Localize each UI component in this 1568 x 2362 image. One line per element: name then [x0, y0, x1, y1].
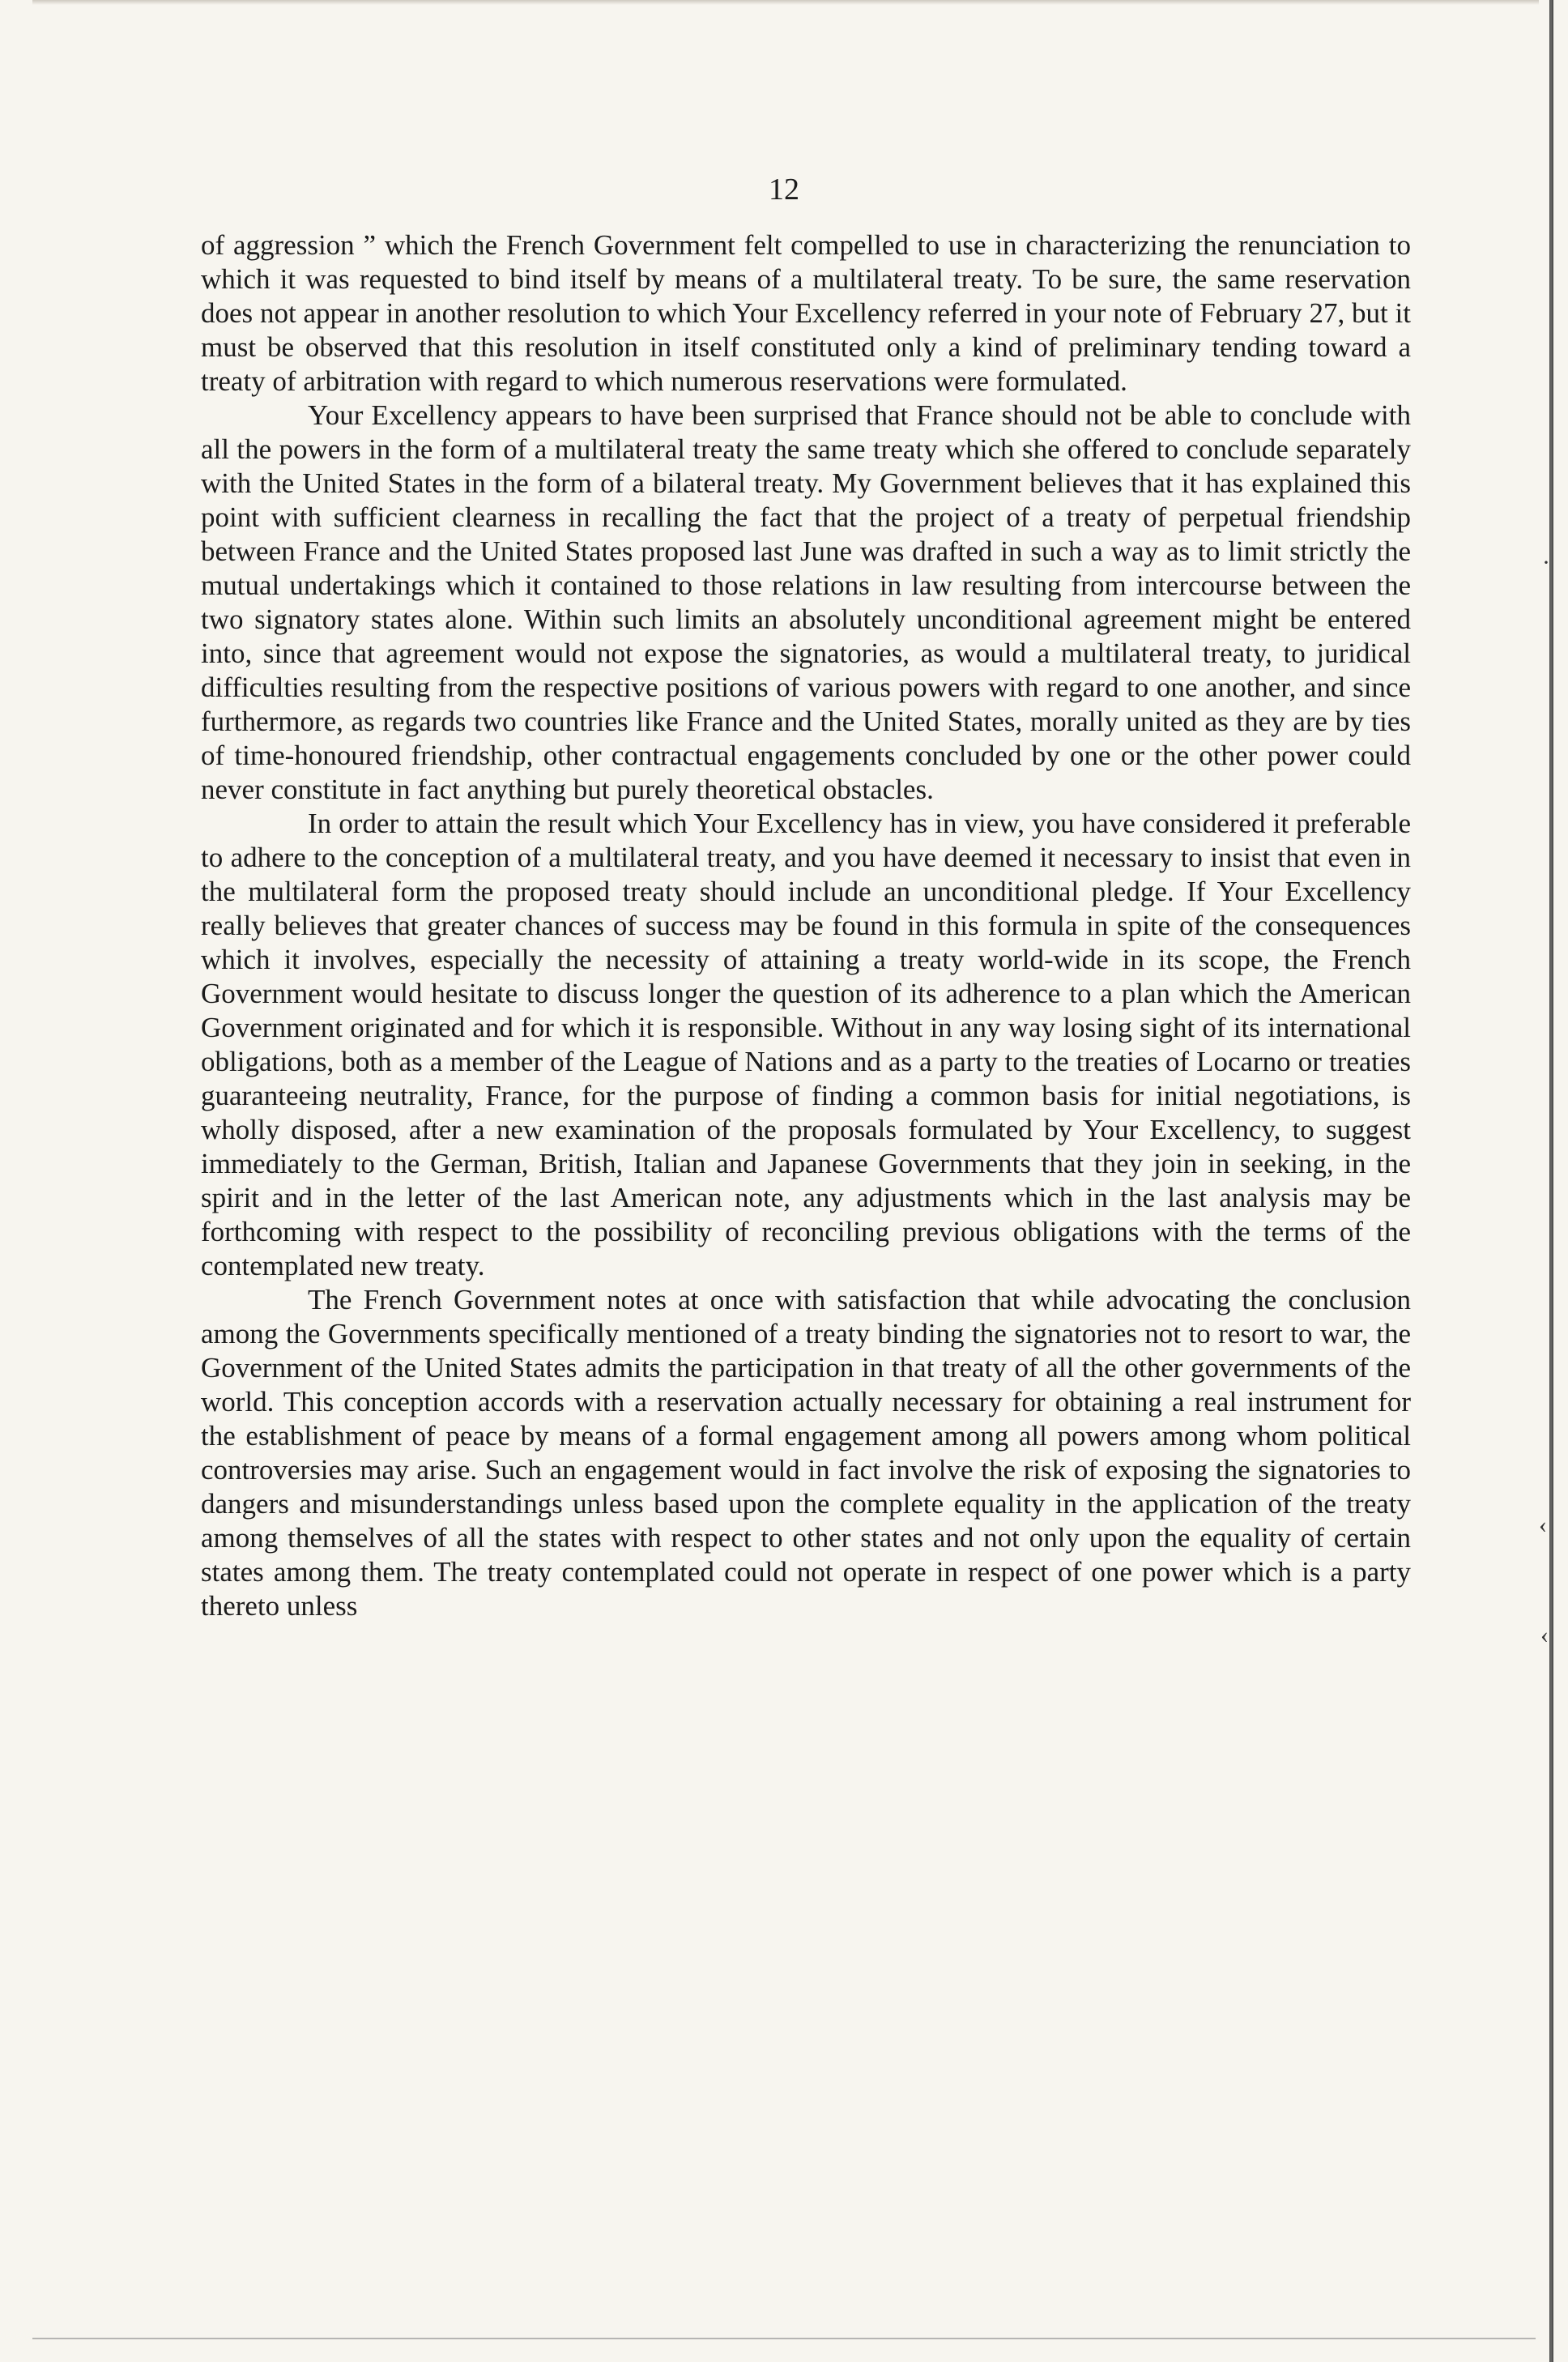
paragraph-3: In order to attain the result which Your Excellency has in view, you have considered it preferable to adhere to the conception of a multilateral treaty, and you have deemed it necessary to insist that even in the multilateral form the proposed treaty should include an unconditional pledge. If Your Excellency really believes that greater chances of success may be found in this formula in spite of the consequences which it involves, especially the necessity of attaining a treaty world-wide in its scope, the French Government would hesitate to discuss longer the question of its adherence to a plan which the American Government originated and for which it is responsible. Without in any way losing sight of its international obligations, both as a member of the League of Nations and as a party to the treaties of Locarno or treaties guaranteeing neutrality, France, for the purpose of finding a common basis for initial negotiations, is wholly disposed, after a new examination of the proposals formulated by Your Excellency, to suggest immediately to the German, British, Italian and Japanese Governments that they join in seeking, in the spirit and in the letter of the last American note, any adjustments which in the last analysis may be forthcoming with respect to the possibility of reconciling previous obligations with the terms of the contemplated new treaty. — [201, 808, 1411, 1281]
paragraph-2: Your Excellency appears to have been surprised that France should not be able to conclude with all the powers in the form of a multilateral treaty the same treaty which she offered to conclude separately with the United States in the form of a bilateral treaty. My Government believes that it has explained this point with sufficient clearness in recalling the fact that the project of a treaty of perpetual friendship between France and the United States proposed last June was drafted in such a way as to limit strictly the mutual undertakings which it contained to those relations in law resulting from intercourse between the two signatory states alone. Within such limits an absolutely unconditional agreement might be entered into, since that agreement would not expose the signatories, as would a multilateral treaty, to juridical difficulties resulting from the respective positions of various powers with regard to one another, and since furthermore, as regards two countries like France and the United States, morally united as they are by ties of time-honoured friendship, other contractual engagements concluded by one or the other power could never constitute in fact anything but purely theoretical obstacles. — [201, 399, 1411, 805]
margin-tick-mark-lower: ‹ — [1540, 1622, 1549, 1648]
paragraph-1: of aggression ” which the French Government felt compelled to use in characterizing the renunciation to which it was requested to bind itself by means of a multilateral treaty. To be sure, the same reservation does not appear in another resolution to which Your Excellency referred in your note of February 27, but it must be observed that this resolution in itself constituted only a kind of preliminary tending toward a treaty of arbitration with regard to which numerous reservations were formulated. — [201, 229, 1411, 397]
page-bottom-edge — [32, 2338, 1536, 2339]
paragraph-4: The French Government notes at once with satisfaction that while advocating the conclusion among the Governments specifically mentioned of a treaty binding the signatories not to resort to war, the Government of the United States admits the participation in that treaty of all the other governments of the world. This conception accords with a reservation actually necessary for obtaining a real instrument for the establishment of peace by means of a formal engagement among all powers among whom political controversies may arise. Such an engagement would in fact involve the risk of exposing the signatories to dangers and misunderstandings unless based upon the complete equality in the application of the treaty among themselves of all the states with respect to other states and not only upon the equality of certain states among them. The treaty contemplated could not operate in respect of one power which is a party thereto unless — [201, 1284, 1411, 1622]
body-text — [201, 228, 1411, 1623]
page-binding-edge — [1549, 0, 1553, 2362]
margin-dot-mark: · — [1542, 549, 1550, 576]
page-number: 12 — [769, 173, 799, 207]
margin-tick-mark: ‹ — [1539, 1511, 1547, 1538]
page-top-edge — [32, 0, 1539, 5]
